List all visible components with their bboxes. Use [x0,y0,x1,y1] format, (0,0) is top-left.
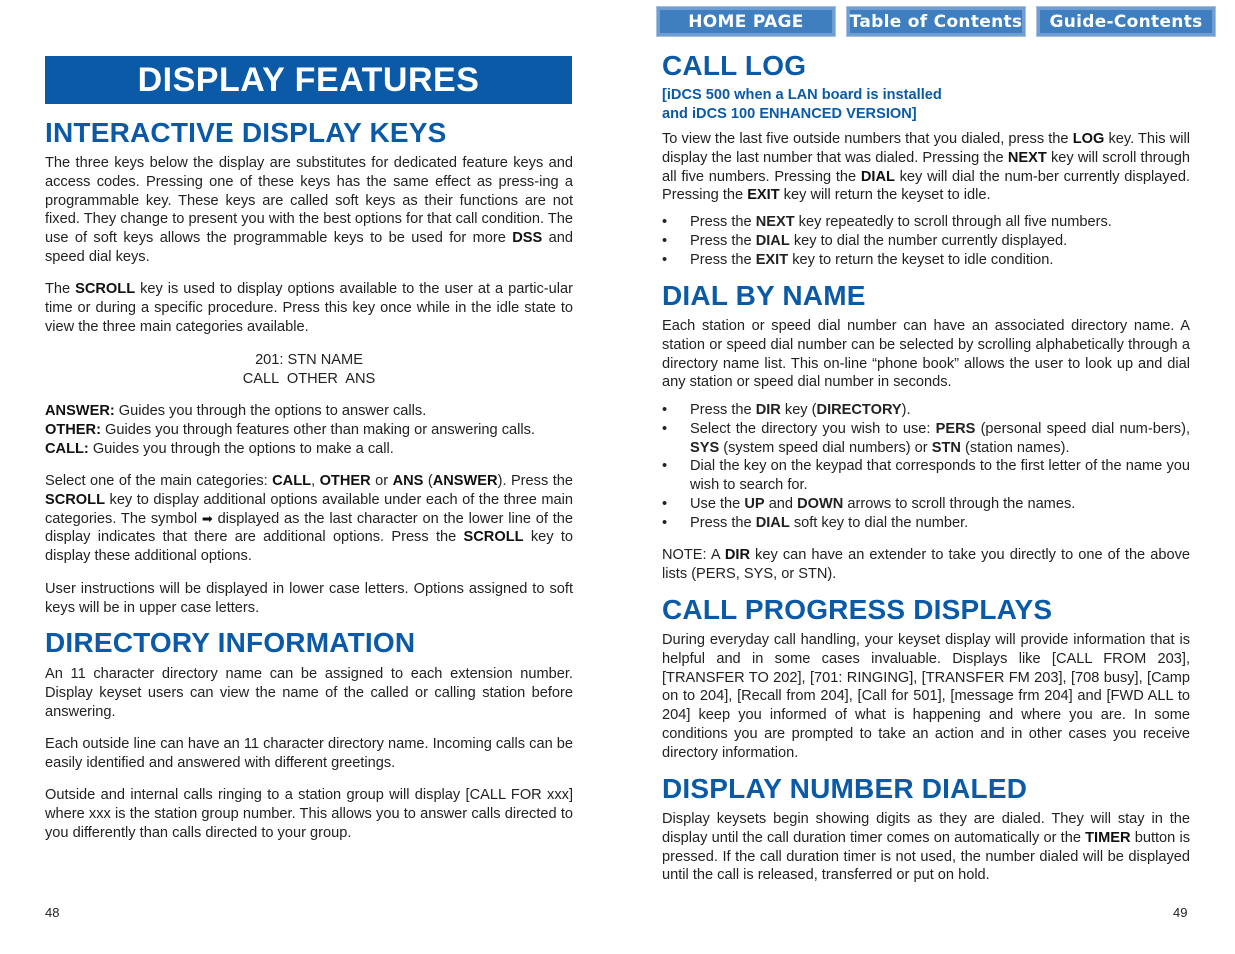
directory-information-heading: DIRECTORY INFORMATION [45,627,416,658]
call-log-paragraph: To view the last five outside numbers that you dialed, press the LOG key. This will display the last number that was dialed. Pressing the NEXT key will scroll through all five numbers. Pressing the DIAL key will dial the num-ber currently displayed. Pressing the EXIT key will return the keyset to idle. [662,131,1191,204]
category-definitions [45,402,573,458]
list-item: • Select the directory you wish to use: PERS (personal speed dial num-bers), SYS (system speed dial numbers) or STN (station names). [662,420,1190,458]
call-log-heading: CALL LOG [662,50,807,81]
page-number-left: 48 [45,905,60,920]
call-log-subheading-line-2: and iDCS 100 ENHANCED VERSION] [662,105,917,122]
list-item: • Press the EXIT key to return the keyset to idle condition. [662,251,1190,270]
call-progress-displays-heading: CALL PROGRESS DISPLAYS [662,594,1053,625]
dial-by-name-steps [662,401,1190,533]
call-progress-paragraph: During everyday call handling, your keyset display will provide information that is helpful and in some cases invaluable. Displays like [CALL FROM 203], [TRANSFER TO 202], [701: RINGING], [TRANSFER FM 203], [708 busy], [Camp on to 204], [Recall from 204], [Call for 501], [message frm 204] and [FWD ALL to 204] keep you informed of what is happening and where you are. In some conditions you are prompted to take an action and in other cases you receive directory information. [662,632,1190,761]
dial-by-name-paragraph: Each station or speed dial number can have an associated directory name. A station or speed dial number can be selected by scrolling alphabetically through a directory name list. This on-line “phone book” allows the user to look up and dial any station or speed dial number in seconds. [662,318,1190,391]
soft-keys-paragraph: The three keys below the display are substitutes for dedicated feature keys and access codes. Pressing one of these keys has the same effect as press-ing a programmable key. These keys are called soft keys as their functions are not fixed. They change to present you with the best options for that call condition. The use of soft keys allows the programmable keys to be used for more DSS and speed dial keys. [45,155,573,265]
home-page-button[interactable]: HOME PAGE [656,6,836,37]
case-paragraph: User instructions will be displayed in lower case letters. Options assigned to soft keys will be in upper case letters. [45,581,573,616]
list-item: • Press the DIAL soft key to dial the number. [662,514,1190,533]
guide-contents-button[interactable]: Guide-Contents [1036,6,1216,37]
table-of-contents-button[interactable]: Table of Contents [846,6,1026,37]
list-item: • Press the NEXT key repeatedly to scroll through all five numbers. [662,213,1190,232]
list-item: • Dial the key on the keypad that corresponds to the first letter of the name you wish to search for. [662,457,1190,495]
directory-paragraph-2: Each outside line can have an 11 character directory name. Incoming calls can be easily identified and answered with different greetings. [45,736,573,771]
directory-paragraph-1: An 11 character directory name can be assigned to each extension number. Display keyset users can view the name of the called or calling station before answering. [45,666,573,720]
list-item: • Use the UP and DOWN arrows to scroll through the names. [662,495,1190,514]
call-log-subheading [662,86,942,124]
page-title: DISPLAY FEATURES [45,56,572,104]
display-line-2: CALL OTHER ANS [242,370,376,387]
arrow-icon: ➡ [201,510,213,526]
display-number-dialed-paragraph: Display keysets begin showing digits as they are dialed. They will stay in the display until the call duration timer comes on automatically or the TIMER button is pressed. If the call duration timer is not used, the number dialed will be displayed until the call is released, transferred or put on hold. [662,811,1190,884]
select-category-paragraph: Select one of the main categories: CALL, OTHER or ANS (ANSWER). Press the SCROLL key to display additional options available under each of the three main categories. The symbol ➡ displayed as the last character on the lower line of the display indicates that there are additional options. Press the SCROLL key to display these additional options. [45,473,574,565]
display-line-1: 201: STN NAME [255,352,363,368]
directory-paragraph-3: Outside and internal calls ringing to a station group will display [CALL FOR xxx] where xxx is the station group number. This allows you to answer calls directed to you differently than calls directed to your group. [45,787,573,841]
display-number-dialed-heading: DISPLAY NUMBER DIALED [662,773,1028,804]
scroll-key-paragraph: The SCROLL key is used to display options available to the user at a partic-ular time or during a specific procedure. Press this key once while in the idle state to view the three main categories available. [45,281,573,335]
page-number-right: 49 [1173,905,1188,920]
call-log-steps [662,213,1190,269]
dial-by-name-heading: DIAL BY NAME [662,280,866,311]
interactive-display-keys-heading: INTERACTIVE DISPLAY KEYS [45,117,447,148]
list-item: • Press the DIR key (DIRECTORY). [662,401,1190,420]
list-item: • Press the DIAL key to dial the number currently displayed. [662,232,1190,251]
call-log-subheading-line-1: [iDCS 500 when a LAN board is installed [662,87,942,103]
display-example [45,351,573,389]
other-definition: OTHER: Guides you through features other than making or answering calls. [45,421,535,438]
dir-note: NOTE: A DIR key can have an extender to take you directly to one of the above lists (PERS, SYS, or STN). [662,547,1190,582]
answer-definition: ANSWER: Guides you through the options to answer calls. [45,403,427,419]
call-definition: CALL: Guides you through the options to make a call. [45,440,394,457]
